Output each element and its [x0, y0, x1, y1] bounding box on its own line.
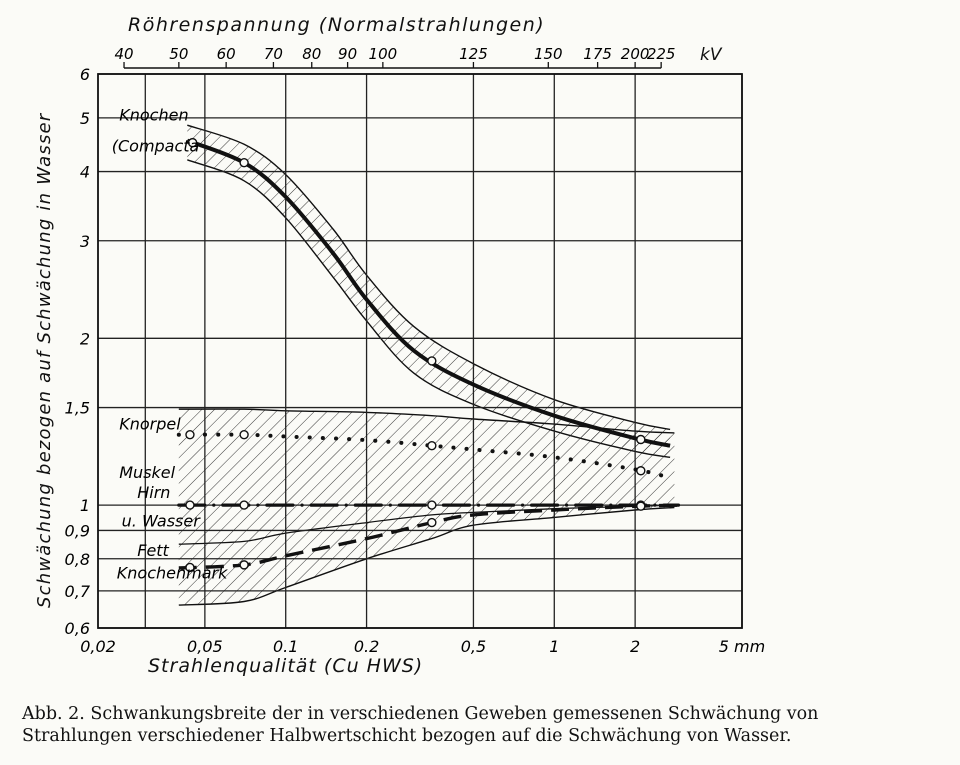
y-tick-label: 6 [79, 65, 90, 84]
y-tick-label: 0,6 [64, 619, 90, 638]
y-tick-label: 0,9 [64, 521, 90, 541]
x-tick-label: 2 [630, 637, 641, 656]
data-point-marker [637, 502, 645, 510]
figure-caption [22, 703, 942, 747]
x-tick-label: 0,05 [187, 637, 223, 656]
data-point-marker [637, 436, 645, 444]
data-point-marker [186, 431, 194, 439]
y-tick-label: 4 [79, 162, 90, 182]
y-tick-label: 0,7 [64, 581, 90, 601]
curve-annotation: Knorpel [119, 414, 181, 434]
top-tick-label: 40 [114, 45, 134, 63]
top-tick-label: 150 [533, 45, 563, 63]
top-tick-label: 225 [646, 45, 676, 63]
data-point-marker [240, 501, 248, 509]
y-axis-title: Schwächung bezogen auf Schwächung in Wasser [34, 112, 55, 608]
top-tick-label: 60 [216, 45, 236, 63]
x-tick-label: 0.2 [353, 637, 380, 656]
data-point-marker [428, 357, 436, 365]
top-tick-label: 70 [263, 45, 283, 63]
data-point-marker [428, 442, 436, 450]
data-point-marker [428, 501, 436, 509]
x-axis-title: Strahlenqualität (Cu HWS) [148, 655, 424, 677]
x-tick-label: 0,5 [460, 637, 487, 656]
x-tick-label: 0.1 [272, 637, 299, 656]
y-tick-label: 5 [79, 108, 90, 128]
x-tick-label: 1 [549, 637, 560, 656]
y-tick-label: 1 [79, 496, 90, 516]
hatched-bands [179, 125, 675, 605]
data-point-marker [240, 159, 248, 167]
top-tick-label: 200 [620, 45, 650, 63]
caption-line-2: Strahlungen verschiedener Halbwertschicht bezogen auf die Schwächung von Wasser. [22, 726, 792, 746]
data-point-marker [428, 519, 436, 527]
data-point-marker [240, 431, 248, 439]
y-tick-label: 2 [79, 329, 90, 349]
curve-annotation: (Compacta [111, 136, 200, 156]
y-tick-label: 1,5 [64, 398, 90, 418]
curve-annotation: Knochenmark [116, 563, 228, 583]
top-axis-unit: kV [700, 45, 722, 65]
curve-annotation: u. Wasser [121, 511, 200, 531]
top-tick-label: 100 [368, 45, 398, 63]
x-tick-label: 0,02 [80, 637, 116, 656]
curve-annotation: Hirn [137, 482, 171, 502]
top-tick-label: 50 [169, 45, 189, 63]
top-axis [114, 45, 675, 68]
curve-annotation: Muskel [119, 462, 176, 482]
top-tick-label: 125 [459, 45, 488, 63]
curve-annotation: Knochen [119, 105, 189, 125]
data-point-marker [186, 501, 194, 509]
top-tick-label: 80 [302, 45, 322, 63]
data-point-marker [637, 467, 645, 475]
x-tick-label: 5 mm [718, 637, 766, 656]
top-axis-title: Röhrenspannung (Normalstrahlungen) [128, 14, 546, 36]
data-point-marker [240, 561, 248, 569]
top-tick-label: 90 [338, 45, 358, 63]
y-tick-label: 0,8 [64, 549, 90, 569]
top-tick-label: 175 [583, 45, 612, 63]
curve-annotation: Fett [137, 540, 169, 560]
y-tick-label: 3 [79, 231, 90, 251]
caption-line-1: Abb. 2. Schwankungsbreite der in verschiedenen Geweben gemessenen Schwächung von [22, 704, 819, 724]
